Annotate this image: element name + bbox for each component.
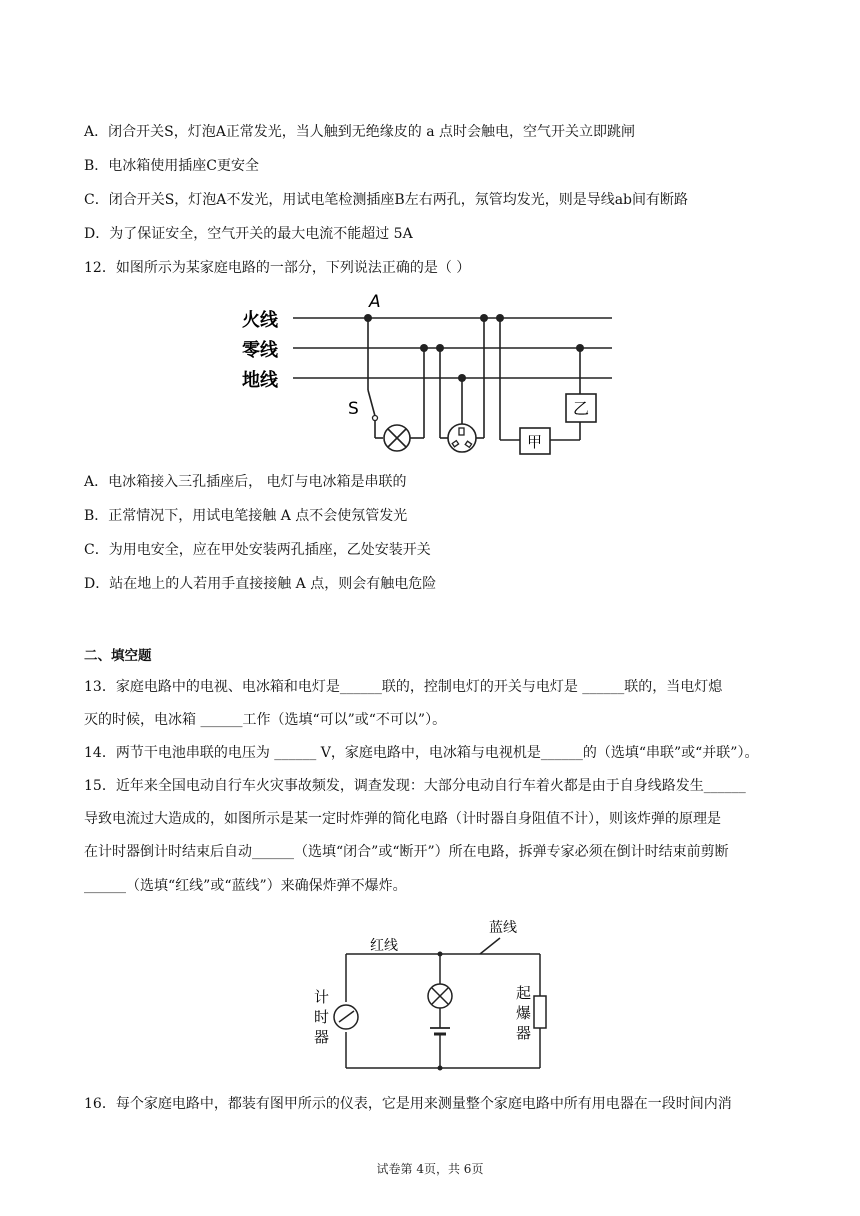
label-point-a: A bbox=[369, 292, 381, 312]
q12-option-c: C．为用电安全，应在甲处安装两孔插座，乙处安装开关 bbox=[84, 542, 431, 558]
q15-line-2: 导致电流过大造成的，如图所示是某一定时炸弹的简化电路（计时器自身阻值不计），则该炸弹的原理是 bbox=[84, 811, 721, 827]
q12-stem: 12．如图所示为某家庭电路的一部分，下列说法正确的是（ ） bbox=[84, 260, 471, 276]
label-timer-3: 器 bbox=[314, 1028, 330, 1046]
q11-option-c: C．闭合开关S，灯泡A不发光，用试电笔检测插座B左右两孔，氖管均发光，则是导线ab间有断路 bbox=[84, 192, 689, 208]
label-timer-1: 计 bbox=[314, 988, 330, 1006]
q11-option-a: A．闭合开关S，灯泡A正常发光，当人触到无绝缘皮的 a 点时会触电，空气开关立即跳闸 bbox=[84, 124, 636, 140]
q12-option-d: D．站在地上的人若用手直接接触 A 点，则会有触电危险 bbox=[84, 576, 437, 592]
page-footer: 试卷第 4页，共 6页 bbox=[376, 1162, 484, 1176]
q11-option-b: B．电冰箱使用插座C更安全 bbox=[84, 158, 259, 174]
label-live: 火线 bbox=[242, 310, 278, 331]
label-yi: 乙 bbox=[573, 399, 590, 418]
label-detonator-3: 器 bbox=[516, 1024, 532, 1042]
label-detonator-1: 起 bbox=[516, 984, 532, 1002]
q14-text: 14．两节干电池串联的电压为 ______ V，家庭电路中，电冰箱与电视机是______的（选填“串联”或“并联”）。 bbox=[84, 745, 759, 761]
q11-option-d: D．为了保证安全，空气开关的最大电流不能超过 5A bbox=[84, 226, 413, 242]
q12-circuit-figure bbox=[230, 288, 630, 463]
label-neutral: 零线 bbox=[242, 340, 278, 361]
q13-line-1: 13．家庭电路中的电视、电冰箱和电灯是______联的，控制电灯的开关与电灯是 ______联的，当电灯熄 bbox=[84, 679, 723, 695]
detonator-icon bbox=[534, 996, 546, 1028]
label-red-wire: 红线 bbox=[370, 938, 398, 954]
q15-bomb-circuit-figure bbox=[300, 908, 570, 1076]
label-switch: S bbox=[348, 399, 359, 419]
q13-line-2: 灭的时候，电冰箱 ______工作（选填“可以”或“不可以”）。 bbox=[84, 712, 447, 728]
q12-option-a: A．电冰箱接入三孔插座后， 电灯与电冰箱是串联的 bbox=[84, 474, 407, 490]
label-timer-2: 时 bbox=[314, 1008, 330, 1026]
label-detonator-2: 爆 bbox=[516, 1004, 532, 1022]
label-blue-wire: 蓝线 bbox=[489, 920, 517, 936]
section-title: 二、填空题 bbox=[84, 648, 152, 664]
q12-option-b: B．正常情况下，用试电笔接触 A 点不会使氖管发光 bbox=[84, 508, 408, 524]
label-jia: 甲 bbox=[527, 433, 543, 451]
q15-line-4: ______（选填“红线”或“蓝线”）来确保炸弹不爆炸。 bbox=[84, 878, 407, 894]
label-ground: 地线 bbox=[242, 370, 278, 391]
q16-text: 16．每个家庭电路中，都装有图甲所示的仪表，它是用来测量整个家庭电路中所有用电器在一段时间内消 bbox=[84, 1096, 732, 1112]
q15-line-1: 15．近年来全国电动自行车火灾事故频发，调查发现：大部分电动自行车着火都是由于自身线路发生______ bbox=[84, 778, 746, 794]
q15-line-3: 在计时器倒计时结束后自动______（选填“闭合”或“断开”）所在电路，拆弹专家必须在倒计时结束前剪断 bbox=[84, 844, 729, 860]
